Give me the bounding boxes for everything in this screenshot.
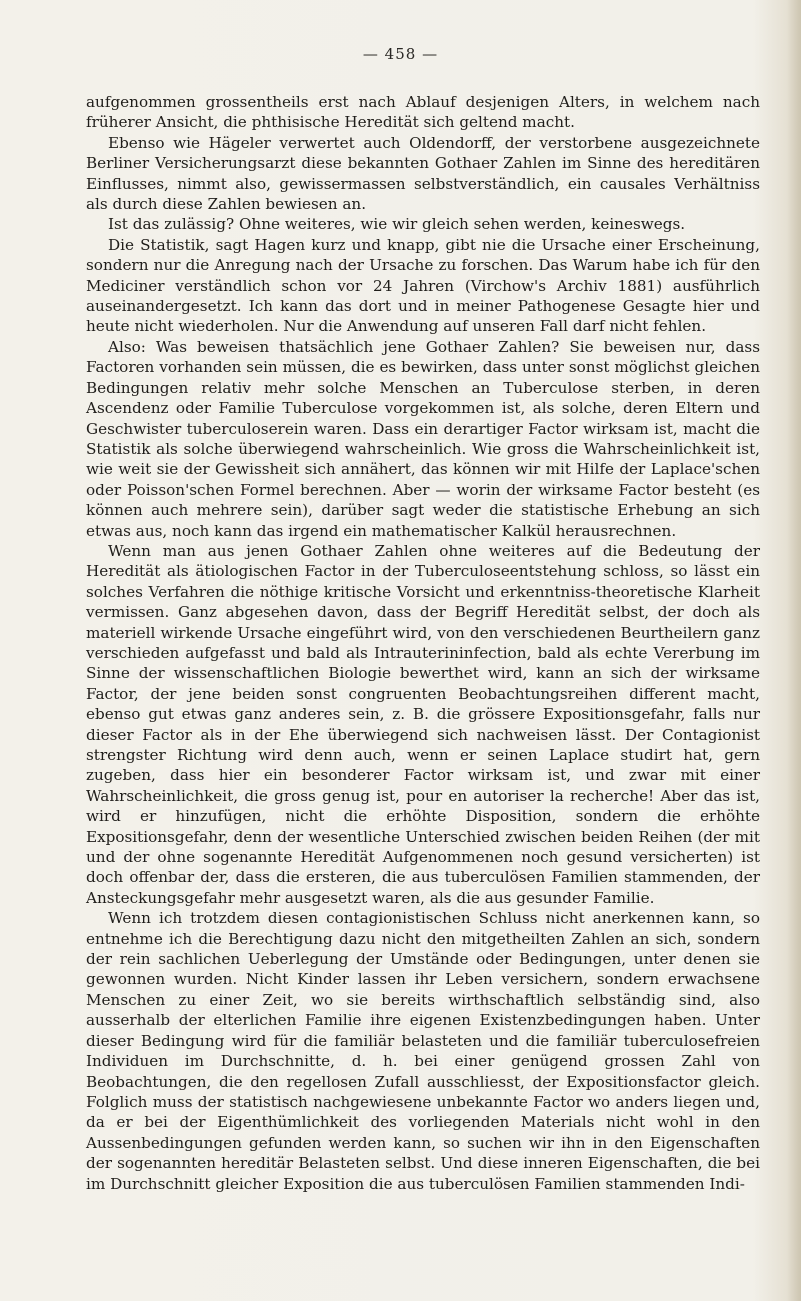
paragraph-7: Wenn ich trotzdem diesen contagionistischen Schluss nicht anerkennen kann, so entnehme ich die Berechtigung dazu nicht den mitgetheilten Zahlen an sich, sondern der rein sachlichen Ueberlegung der Umstände oder Bedingungen, unter denen sie gewonnen wurden. Nicht Kinder lassen ihr Leben versichern, sondern erwachsene Menschen zu einer Zeit, wo sie bereits wirthschaftlich selbständig sind, also ausserhalb der elterlichen Familie ihre eigenen Existenzbedingungen haben. Unter dieser Bedingung wird für die familiär belasteten und die familiär tuberculosefreien Individuen im Durchschnitte, d. h. bei einer genügend grossen Zahl von Beobachtungen, die den regellosen Zufall ausschliesst, der Expositionsfactor gleich. Folglich muss der statistisch nachgewiesene unbekannte Factor wo anders liegen und, da er bei der Eigenthümlichkeit des vorliegenden Materials nicht wohl in den Aussenbedingungen gefunden werden kann, so suchen wir ihn in den Eigenschaften der sogenannten hereditär Belasteten selbst. Und diese inneren Eigenschaften, die bei im Durchschnitt gleicher Exposition die aus tuberculösen Familien stammenden Indi- [86, 909, 760, 1193]
paragraph-3: Ist das zulässig? Ohne weiteres, wie wir gleich sehen werden, keineswegs. [108, 215, 686, 234]
paragraph-4: Die Statistik, sagt Hagen kurz und knapp, gibt nie die Ursache einer Erscheinung, sondern nur die Anregung nach der Ursache zu forschen. Das Warum habe ich für den Mediciner verständlich schon vor 24 Jahren (Virchow's Archiv 1881) ausführlich auseinandergesetzt. Ich kann das dort und in meiner Pathogenese Gesagte hier und heute nicht wiederholen. Nur die Anwendung auf unseren Fall darf nicht fehlen. [86, 235, 760, 336]
paragraph-2: Ebenso wie Hägeler verwertet auch Oldendorff, der verstorbene ausgezeichnete Berliner Versicherungsarzt diese bekannten Gothaer Zahlen im Sinne des hereditären Einflusses, nimmt also, gewissermassen selbstverständlich, ein causales Verhältniss als durch diese Zahlen bewiesen an. [86, 133, 760, 214]
paragraph-6: Wenn man aus jenen Gothaer Zahlen ohne weiteres auf die Bedeutung der Heredität als ätiologischen Factor in der Tuberculoseentstehung schloss, so lässt ein solches Verfahren die nöthige kritische Vorsicht und erkenntniss-theoretische Klarheit vermissen. Ganz abgesehen davon, dass der Begriff Heredität selbst, der doch als materiell wirkende Ursache eingeführt wird, von den verschiedenen Beurtheilern ganz verschieden aufgefasst und bald als Intrauterininfection, bald als echte Vererbung im Sinne der wissenschaftlichen Biologie bewerthet wird, kann an sich der wirksame Factor, der jene beiden sonst congruenten Beobachtungsreihen different macht, ebenso gut etwas ganz anderes sein, z. B. die grössere Expositionsgefahr, falls nur dieser Factor als in der Ehe überwiegend sich nachweisen lässt. Der Contagionist strengster Richtung wird denn auch, wenn er seinen Laplace studirt hat, gern zugeben, dass hier ein besonderer Factor wirksam ist, und zwar mit einer Wahrscheinlichkeit, die gross genug ist, pour en autoriser la recherche! Aber das ist, wird er hinzufügen, nicht die erhöhte Disposition, sondern die erhöhte Expositionsgefahr, denn der wesentliche Unterschied zwischen beiden Reihen (der mit und der ohne sogenannte Heredität Aufgenommenen noch gesund versicherten) ist doch offenbar der, dass die ersteren, die aus tuberculösen Familien stammenden, der Ansteckungsgefahr mehr ausgesetzt waren, als die aus gesunder Familie. [86, 541, 760, 907]
page-number: — 458 — [362, 45, 439, 63]
body-text [86, 92, 760, 1194]
page-edge-shadow [787, 0, 801, 1301]
paragraph-1: aufgenommen grossentheils erst nach Ablauf desjenigen Alters, in welchem nach früherer Ansicht, die phthisische Heredität sich geltend macht. [86, 93, 760, 132]
paragraph-5: Also: Was beweisen thatsächlich jene Gothaer Zahlen? Sie beweisen nur, dass Factoren vorhanden sein müssen, die es bewirken, dass unter sonst möglichst gleichen Bedingungen relativ mehr solche Menschen an Tuberculose sterben, in deren Ascendenz oder Familie Tuberculose vorgekommen ist, als solche, deren Eltern und Geschwister tuberculoserein waren. Dass ein derartiger Factor wirksam ist, macht die Statistik als solche überwiegend wahrscheinlich. Wie gross die Wahrscheinlichkeit ist, wie weit sie der Gewissheit sich annähert, das können wir mit Hilfe der Laplace'schen oder Poisson'schen Formel berechnen. Aber — worin der wirksame Factor besteht (es können auch mehrere sein), darüber sagt weder die statistische Erhebung an sich etwas aus, noch kann das irgend ein mathematischer Kalkül herausrechnen. [86, 337, 760, 540]
